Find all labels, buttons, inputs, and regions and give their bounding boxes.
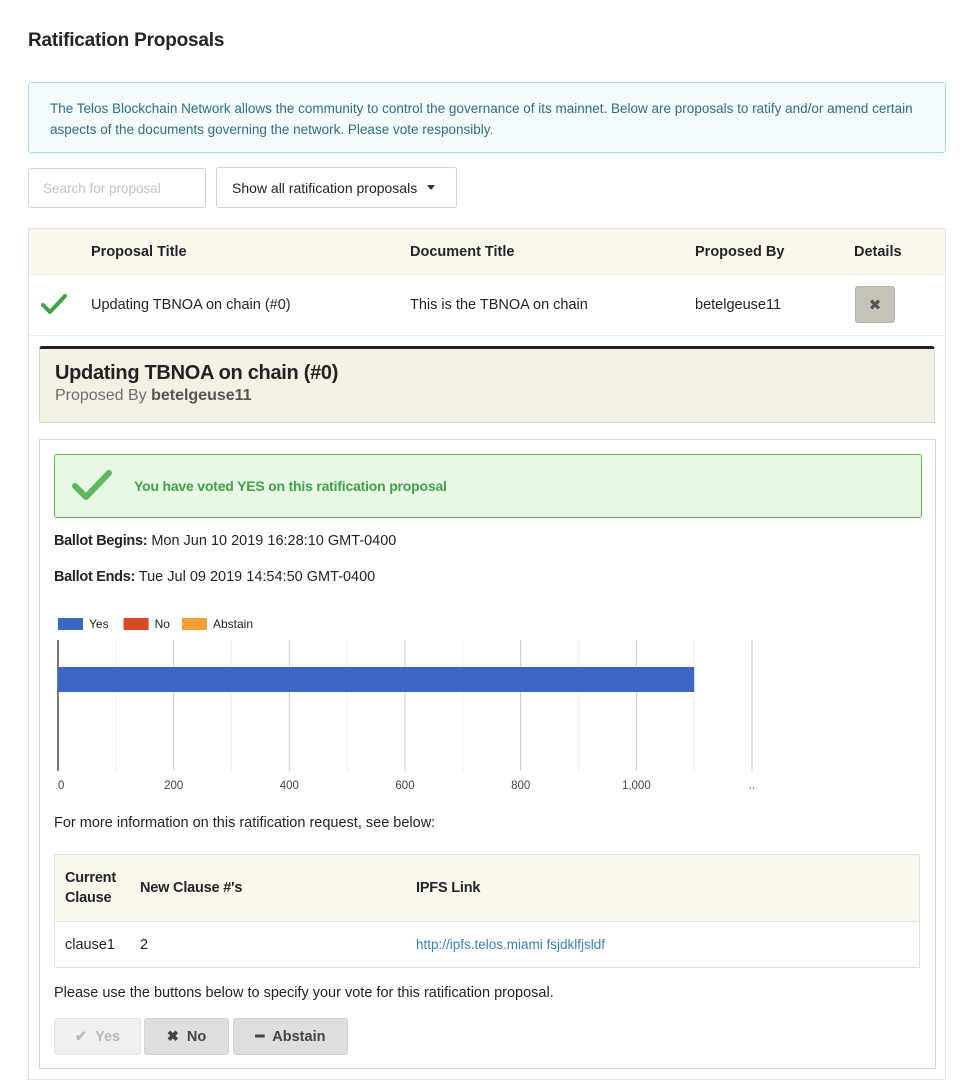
clause-table-header [55, 855, 919, 922]
legend-label-yes: Yes [89, 617, 109, 631]
check-icon [72, 469, 112, 502]
x-tick-label: 600 [395, 780, 415, 792]
close-details-button[interactable] [855, 286, 895, 323]
ballot-begins-value: Mon Jun 10 2019 16:28:10 GMT-0400 [151, 533, 397, 549]
table-row [55, 922, 919, 967]
proposed-by-value: betelgeuse11 [151, 387, 252, 404]
info-alert: The Telos Blockchain Network allows the community to control the governance of its mainnet. Below are proposals to ratify and/or amend certain aspects of the documents governing the network. Please vote responsibly. [28, 82, 946, 153]
ballot-begins [54, 533, 396, 549]
row-proposed-by: betelgeuse11 [695, 297, 782, 313]
filter-dropdown-label: Show all ratification proposals [232, 179, 418, 196]
close-icon: ✖ [166, 1028, 179, 1045]
caret-down-icon [427, 185, 435, 190]
proposal-detail-title: Updating TBNOA on chain (#0) [55, 362, 339, 384]
table-header [29, 229, 945, 275]
close-icon: ✖ [868, 296, 882, 314]
x-tick-label: .. [748, 780, 756, 792]
vote-status-text: You have voted YES on this ratification proposal [134, 478, 447, 494]
vote-yes-label: Yes [95, 1028, 121, 1045]
row-current-clause: clause1 [65, 936, 115, 953]
search-input[interactable] [28, 168, 206, 208]
x-tick-label: 1,000 [621, 780, 651, 792]
row-new-clause: 2 [140, 936, 149, 953]
header-current-clause: Current Clause [65, 870, 116, 906]
vote-results-chart [40, 610, 935, 800]
header-new-clause: New Clause #'s [140, 880, 243, 896]
table-row [29, 275, 945, 336]
header-details: Details [854, 243, 902, 260]
check-icon [41, 293, 67, 315]
more-info-text: For more information on this ratification request, see below: [54, 815, 436, 831]
proposal-detail-proposer [55, 387, 919, 405]
legend-label-abstain: Abstain [213, 617, 254, 631]
vote-abstain-label: Abstain [272, 1028, 326, 1045]
row-proposal-title[interactable]: Updating TBNOA on chain (#0) [91, 297, 291, 313]
ballot-ends-label: Ballot Ends: [54, 569, 135, 585]
ipfs-link[interactable]: http://ipfs.telos.miami fsjdklfjsldf [416, 936, 606, 952]
vote-no-label: No [186, 1028, 207, 1045]
x-tick-label: 200 [164, 780, 184, 792]
legend-swatch-abstain [182, 618, 207, 630]
header-proposal-title: Proposal Title [91, 243, 187, 260]
legend-swatch-no [124, 618, 149, 630]
proposed-by-label: Proposed By [55, 387, 147, 404]
ballot-ends-value: Tue Jul 09 2019 14:54:50 GMT-0400 [138, 569, 376, 585]
ballot-begins-label: Ballot Begins: [54, 533, 148, 549]
filter-dropdown[interactable] [216, 167, 457, 208]
page-title: Ratification Proposals [28, 30, 225, 51]
row-document-title: This is the TBNOA on chain [410, 297, 588, 313]
row-ipfs-cell [416, 922, 605, 967]
legend-label-no: No [154, 617, 170, 631]
vote-yes-button[interactable] [54, 1018, 141, 1055]
minus-icon: ━ [255, 1028, 265, 1045]
proposal-detail-body [39, 439, 936, 1069]
legend-swatch-yes [58, 618, 83, 630]
x-tick-label: 0 [58, 780, 65, 792]
vote-instructions: Please use the buttons below to specify your vote for this ratification proposal. [54, 985, 554, 1001]
vote-no-button[interactable] [144, 1018, 229, 1055]
header-document-title: Document Title [410, 243, 515, 260]
header-ipfs-link: IPFS Link [416, 880, 481, 896]
check-icon: ✔ [74, 1028, 88, 1045]
x-tick-label: 400 [279, 780, 299, 792]
clause-table [54, 854, 920, 968]
vote-abstain-button[interactable] [233, 1018, 348, 1055]
x-tick-label: 800 [511, 780, 531, 792]
bar-yes [58, 667, 694, 692]
vote-status-alert [54, 454, 922, 518]
header-proposed-by: Proposed By [695, 243, 785, 260]
ballot-ends [54, 569, 375, 585]
proposal-detail-header [39, 346, 935, 423]
